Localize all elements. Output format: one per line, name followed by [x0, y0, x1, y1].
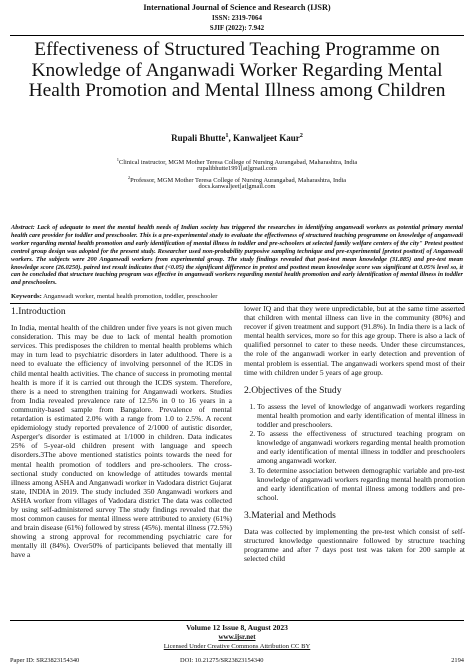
volume-info: Volume 12 Issue 8, August 2023 — [186, 623, 288, 632]
objectives-list — [244, 402, 465, 502]
affiliation-sup: 1 — [116, 157, 119, 162]
affiliation-2-email: docs.kanwaljeet[at]gmail.com — [198, 183, 276, 190]
author-name: Rupali Bhutte — [171, 133, 226, 143]
license-link[interactable]: Licensed Under Creative Commons Attribution CC BY — [163, 643, 311, 650]
introduction-text: In India, mental health of the children under five years is not given much consideration. This may be due to lack of mental health promotion services. This predisposes the children to mental health problems which may in turn lead to psychiatric disorders in later adulthood. There is a need to evaluate the efficiency of involving personnel of the ICDS in child mental health activities. The chance of success in promoting mental health is more if it is carried out through the ICDS system. Therefore, there is a need to strengthen training for Anganwadi workers. Studies from India revealed prevalence rate of 12.5% in 0 to 16 years in a community-based sample from Bangalore. Prevalence of mental retardation is estimated 2.0% with a range from 1.0 to 2.5%. A recent epidemiology study reported prevalence of 2/1000 of autistic disorder, Asperger's disorder is estimated at 1/1000 in children. Data indicates 25% of 5-year-old children present with language and speech disorders.3The above mentioned statistics points towards the need for mental health promotion of toddlers and pre-schoolers. The cross-sectional study conducted on knowledge of attitudes towards mental illness among ASHA and Anganwadi worker in Vadodara district Gujarat state, INDIA in 2019. The study included 350 Anganwadi workers and ASHA worker from villages of Vadodara district The data was collected by using self-administered survey The study findings revealed that the most common causes for mental illness were attributed to anxiety (61%) and brain disease (61%) followed by stress (45%). mental illness (72.5%) showing a strong approval for recommending psychiatric care for mentally ill (84%). Over50% of participants believed that mentally ill have a — [11, 323, 232, 560]
section-title: 3.Material and Methods — [244, 509, 336, 521]
issn: ISSN: 2319-7064 — [212, 14, 262, 22]
journal-name: International Journal of Science and Research (IJSR) — [143, 3, 331, 12]
keywords-label: Keywords: — [11, 293, 42, 300]
keywords — [11, 293, 463, 300]
doi: DOI: 10.21275/SR23823154340 — [180, 657, 264, 664]
abstract-text: : Lack of adequate to meet the mental health needs of Indian society has triggered the researches in identifying anganwadi workers as potential primary mental health care provider for toddler and preschooler. This is a pre-experimental study to evaluate the effectiveness of structured teaching programme on knowledge of anganwadi worker regarding mental health promotion and early identification of mental illness in toddler and pre-schoolers at selected family welfare centers of the city" Pretest posttest control group design was adopted for the present study. Researcher used non-probability purposive sampling technique and pre-experimental [pretest posttest] of Anganwadi workers. The subjects were 200 Anganwadi workers from experimental group. The study findings revealed that post-test mean knowledge (31.885) and pre-test mean knowledge score (26.0250). paired test result indicates that (<0.05) the significant difference in pretest and posttest mean knowledge score was significant at 0.05% level so, it can be concluded that structure teaching program was effective in anganwadi workers regarding mental health promotion and early identification of mental illness in toddler and preschoolers. — [11, 224, 463, 287]
footer-rule — [10, 620, 464, 621]
abstract — [11, 224, 463, 287]
author-separator: , — [228, 133, 233, 143]
section-title: 2.Objectives of the Study — [244, 384, 342, 396]
keywords-text: Anganwadi worker, mental health promotion, toddler, preschooler — [41, 293, 218, 300]
introduction-continued: lower IQ and that they were unpredictable, but at the same time asserted that children with mental illness can live in the community (80%) and recover if given treatment and support (91.8%). In India there is a lack of mental health services, more so for this age group. There is also a lack of qualified personnel to cater to these needs. Under these circumstances, the role of the anganwadi worker in early detection and prevention of mental problem is essential. The anganwadi workers spend most of their time with children under 5 years of age group. — [244, 304, 465, 377]
methods-text: Data was collected by implementing the pre-test which consist of self-structured knowledge questionnaire followed by structure teaching programme and after 7 days post test was taken for 200 sample at selected child — [244, 526, 465, 564]
header-rule — [10, 35, 464, 36]
author-name: Kanwaljeet Kaur — [233, 133, 300, 143]
page-number: 2194 — [451, 657, 464, 664]
objective-item: 1. To assess the level of knowledge of anganwadi workers regarding mental health promotion and early identification of mental illness in toddler and preschoolers. — [257, 402, 465, 429]
right-column — [244, 304, 465, 563]
paper-title: Effectiveness of Structured Teaching Programme on Knowledge of Anganwadi Worker Regarding Mental Health Promotion and Mental Illness among Children — [28, 39, 446, 102]
journal-link[interactable]: www.ijsr.net — [218, 633, 256, 641]
affiliation-text: Professor, MGM Mother Teresa College of Nursing Aurangabad, Maharashtra, India — [130, 177, 347, 185]
left-column — [11, 304, 232, 560]
author-sup: 1 — [225, 132, 229, 139]
affiliation-sup: 2 — [127, 175, 131, 180]
objective-item: 3. To determine association between demographic variable and pre-test knowledge of anganwadi workers regarding mental health promotion and early identification of mental illness among toddlers and pre-school. — [257, 466, 465, 502]
sjif-factor: SJIF (2022): 7.942 — [209, 24, 265, 32]
section-title: 1.Introduction — [11, 306, 66, 317]
authors — [0, 132, 474, 143]
paper-id: Paper ID: SR23823154340 — [10, 657, 80, 664]
objective-item: 2. To assess the effectiveness of structured teaching program on knowledge of anganwadi workers regarding mental health promotion and early identification of mental illness in toddler and preschoolers among anganwadi worker. — [257, 429, 465, 465]
author-sup: 2 — [299, 132, 303, 139]
affiliation-text: Clinical instructor, MGM Mother Teresa College of Nursing Aurangabad, Maharashtra, India — [119, 159, 358, 167]
affiliation-1-email: rupalibhutte1991[at]gmail.com — [197, 165, 277, 172]
abstract-label: Abstract — [11, 224, 33, 231]
